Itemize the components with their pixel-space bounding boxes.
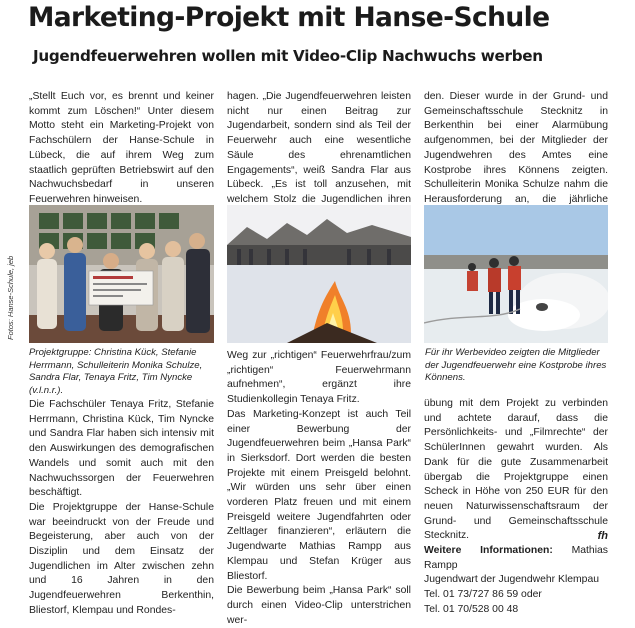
caption-firefighters-photo: Für ihr Werbevideo zeigten die Mitglieder der Jugendfeuerwehr eine Kostprobe ihres Könnens. — [425, 347, 607, 384]
bonfire-photo — [227, 205, 411, 343]
caption-group-photo: Projektgruppe: Christina Kück, Stefanie Herrmann, Schulleiterin Monika Schulze, Sandra Flar, Tenaya Fritz, Tim Nyncke (v.l.n.r.). — [29, 347, 203, 396]
paragraph: Die Fachschüler Tenaya Fritz, Stefanie Herrmann, Christina Kück, Tim Nyncke und Sandra Flar haben sich intensiv mit den Auswirkungen des demografischen Wandels und somit auch mit den Nachwuchssorgen der Feuerwehren beschäftigt. — [29, 399, 214, 499]
paragraph: „Stellt Euch vor, es brennt und keiner kommt zum Löschen!“ Unter diesem Motto steht ein Marketing-Projekt von Fachschülern der Hanse-Schule in Lübeck, die auf ihrem Weg zum staatlich geprüften Betriebswirt auf den Nachwuchsbedarf in unseren Feuerwehren hinweisen. — [29, 91, 214, 205]
firefighters-photo-illustration — [424, 205, 608, 343]
paragraph — [424, 397, 608, 544]
paragraph: Die Bewerbung beim „Hansa Park“ soll durch einen Video-Clip unterstrichen wer- — [227, 585, 411, 626]
paragraph: Das Marketing-Konzept ist auch Teil einer Bewerbung der Jugendfeuerwehren beim „Hansa Park“ in Sierksdorf. Dort werden die besten Projekte mit einem Preisgeld belohnt. „Wir würden uns sehr über einen vorderen Platz freuen und mit einem Preisgeld weitere Jugendfahrten oder Zeltlager finanzieren“, erläutern die Jugendwarte Mathias Rampp aus Klempau und Stefan Krüger aus Bliestorf. — [227, 408, 411, 582]
column-3-bottom — [424, 397, 608, 618]
info-name: Mathias Rampp — [424, 545, 608, 571]
info-label: Weitere Informationen: — [424, 545, 553, 557]
paragraph: hagen. „Die Jugendfeuerwehren leisten nicht nur einen Beitrag zur Jugendarbeit, sondern sind als Teil der Feuerwehr auch eine wesentliche Säule des ehrenamtlichen Engagements“, weiß Sandra Flar aus Lübeck. „Es ist toll anzusehen, mit welchem Stolz die Jugendlichen ihren — [227, 91, 411, 205]
column-1-top — [29, 90, 214, 208]
paragraph-text: übung mit dem Projekt zu verbinden und achtete darauf, dass die Persönlichkeits- und „Filmrechte“ der SchülerInnen gewahrt wurden. Als Dank für die gute Zusammenarbeit übergab die Projektgruppe einen Scheck in Höhe von 250 EUR für den neuen Naturwissenschaftsraum der Grund- und Gemeinschaftsschule Stecknitz. — [424, 398, 608, 542]
group-photo — [29, 205, 214, 343]
contact-info — [424, 544, 608, 573]
group-photo-illustration — [29, 205, 214, 343]
paragraph: Weg zur „richtigen“ Feuerwehrfrau/zum „richtigen“ Feuerwehrmann aufnehmen“, ergänzt ihre Studienkollegin Tenaya Fritz. — [227, 350, 411, 406]
column-3-top — [424, 90, 608, 222]
paragraph: den. Dieser wurde in der Grund- und Gemeinschaftsschule Stecknitz in Berkenthin bei einer Alarmübung aufgenommen, bei der Mitglieder der Jugendwehren des Amtes eine Kostprobe ihres Könnens zeigten. Schulleiterin Monika Schulze nahm die Herausforderung an, die jährliche — [424, 91, 608, 205]
subheadline: Jugendfeuerwehren wollen mit Video-Clip Nachwuchs werben — [33, 47, 543, 65]
paragraph: Die Projektgruppe der Hanse-Schule war beeindruckt von der Freude und Begeisterung, aber auch von der Disziplin und dem Einsatz der Jugendlichen im Alter zwischen zehn und 16 Jahren in den Jugendfeuerwehren Berkenthin, Bliestorf, Klempau und Rondes- — [29, 501, 214, 616]
author-signature: fh — [597, 530, 608, 543]
phone-2: Tel. 01 70/528 00 48 — [424, 603, 519, 615]
column-1-bottom — [29, 398, 214, 619]
column-2-bottom — [227, 349, 411, 628]
column-2-top — [227, 90, 411, 222]
bonfire-photo-illustration — [227, 205, 411, 343]
firefighters-photo — [424, 205, 608, 343]
phone-1: Tel. 01 73/727 86 59 oder — [424, 589, 542, 601]
info-role: Jugendwart der Jugendwehr Klempau — [424, 574, 600, 586]
photo-credit: Fotos: Hanse-Schule, jeb — [6, 255, 15, 340]
headline: Marketing-Projekt mit Hanse-Schule — [28, 2, 550, 33]
